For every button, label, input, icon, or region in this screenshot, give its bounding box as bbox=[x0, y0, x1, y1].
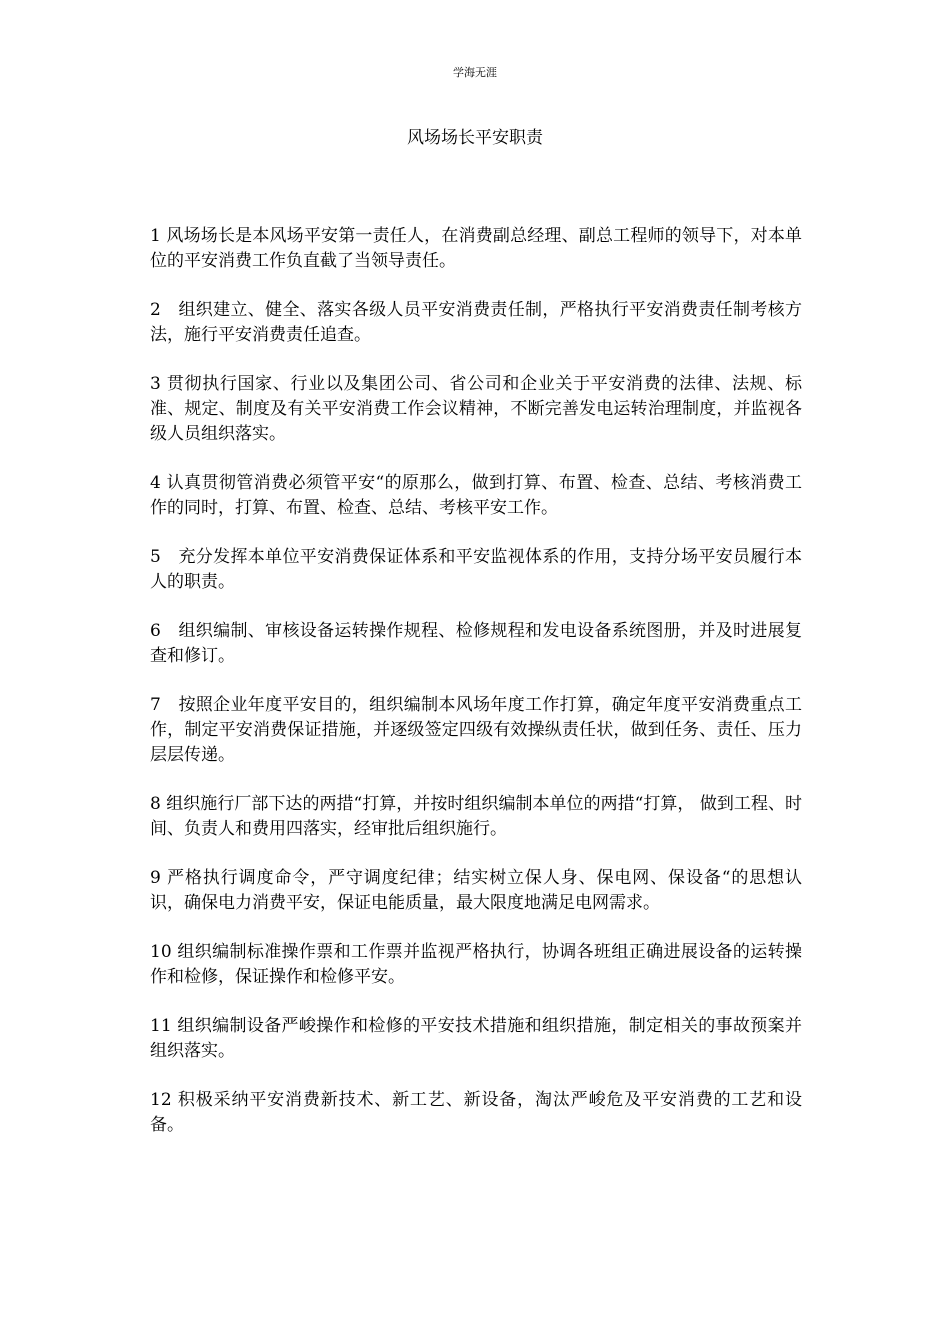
document-title: 风场场长平安职责 bbox=[407, 128, 543, 148]
paragraph-6: 6 组织编制、审核设备运转操作规程、检修规程和发电设备系统图册，并及时进展复查和修订。 bbox=[150, 621, 802, 666]
paragraph-2: 2 组织建立、健全、落实各级人员平安消费责任制，严格执行平安消费责任制考核方法，施行平安消费责任追查。 bbox=[150, 300, 802, 345]
paragraph-7: 7 按照企业年度平安目的，组织编制本风场年度工作打算，确定年度平安消费重点工作，制定平安消费保证措施，并逐级签定四级有效操纵责任状，做到任务、责任、压力层层传递。 bbox=[150, 695, 802, 765]
paragraph-4: 4 认真贯彻管消费必须管平安“的原那么，做到打算、布置、检查、总结、考核消费工作的同时，打算、布置、检查、总结、考核平安工作。 bbox=[150, 473, 802, 518]
page-header: 学海无涯 bbox=[453, 66, 497, 79]
paragraph-11: 11 组织编制设备严峻操作和检修的平安技术措施和组织措施，制定相关的事故预案并组织落实。 bbox=[150, 1016, 802, 1061]
paragraph-1: 1 风场场长是本风场平安第一责任人，在消费副总经理、副总工程师的领导下，对本单位的平安消费工作负直截了当领导责任。 bbox=[150, 226, 802, 271]
paragraph-9: 9 严格执行调度命令，严守调度纪律；结实树立保人身、保电网、保设备“的思想认识，确保电力消费平安，保证电能质量，最大限度地满足电网需求。 bbox=[150, 868, 802, 913]
paragraph-8: 8 组织施行厂部下达的两措“打算，并按时组织编制本单位的两措“打算， 做到工程、时间、负责人和费用四落实，经审批后组织施行。 bbox=[150, 794, 802, 839]
document-body bbox=[150, 224, 802, 1162]
paragraph-5: 5 充分发挥本单位平安消费保证体系和平安监视体系的作用，支持分场平安员履行本人的职责。 bbox=[150, 547, 802, 592]
paragraph-3: 3 贯彻执行国家、行业以及集团公司、省公司和企业关于平安消费的法律、法规、标准、规定、制度及有关平安消费工作会议精神，不断完善发电运转治理制度，并监视各级人员组织落实。 bbox=[150, 374, 802, 444]
paragraph-12: 12 积极采纳平安消费新技术、新工艺、新设备，淘汰严峻危及平安消费的工艺和设备。 bbox=[150, 1090, 802, 1135]
paragraph-10: 10 组织编制标准操作票和工作票并监视严格执行，协调各班组正确进展设备的运转操作和检修，保证操作和检修平安。 bbox=[150, 942, 802, 987]
